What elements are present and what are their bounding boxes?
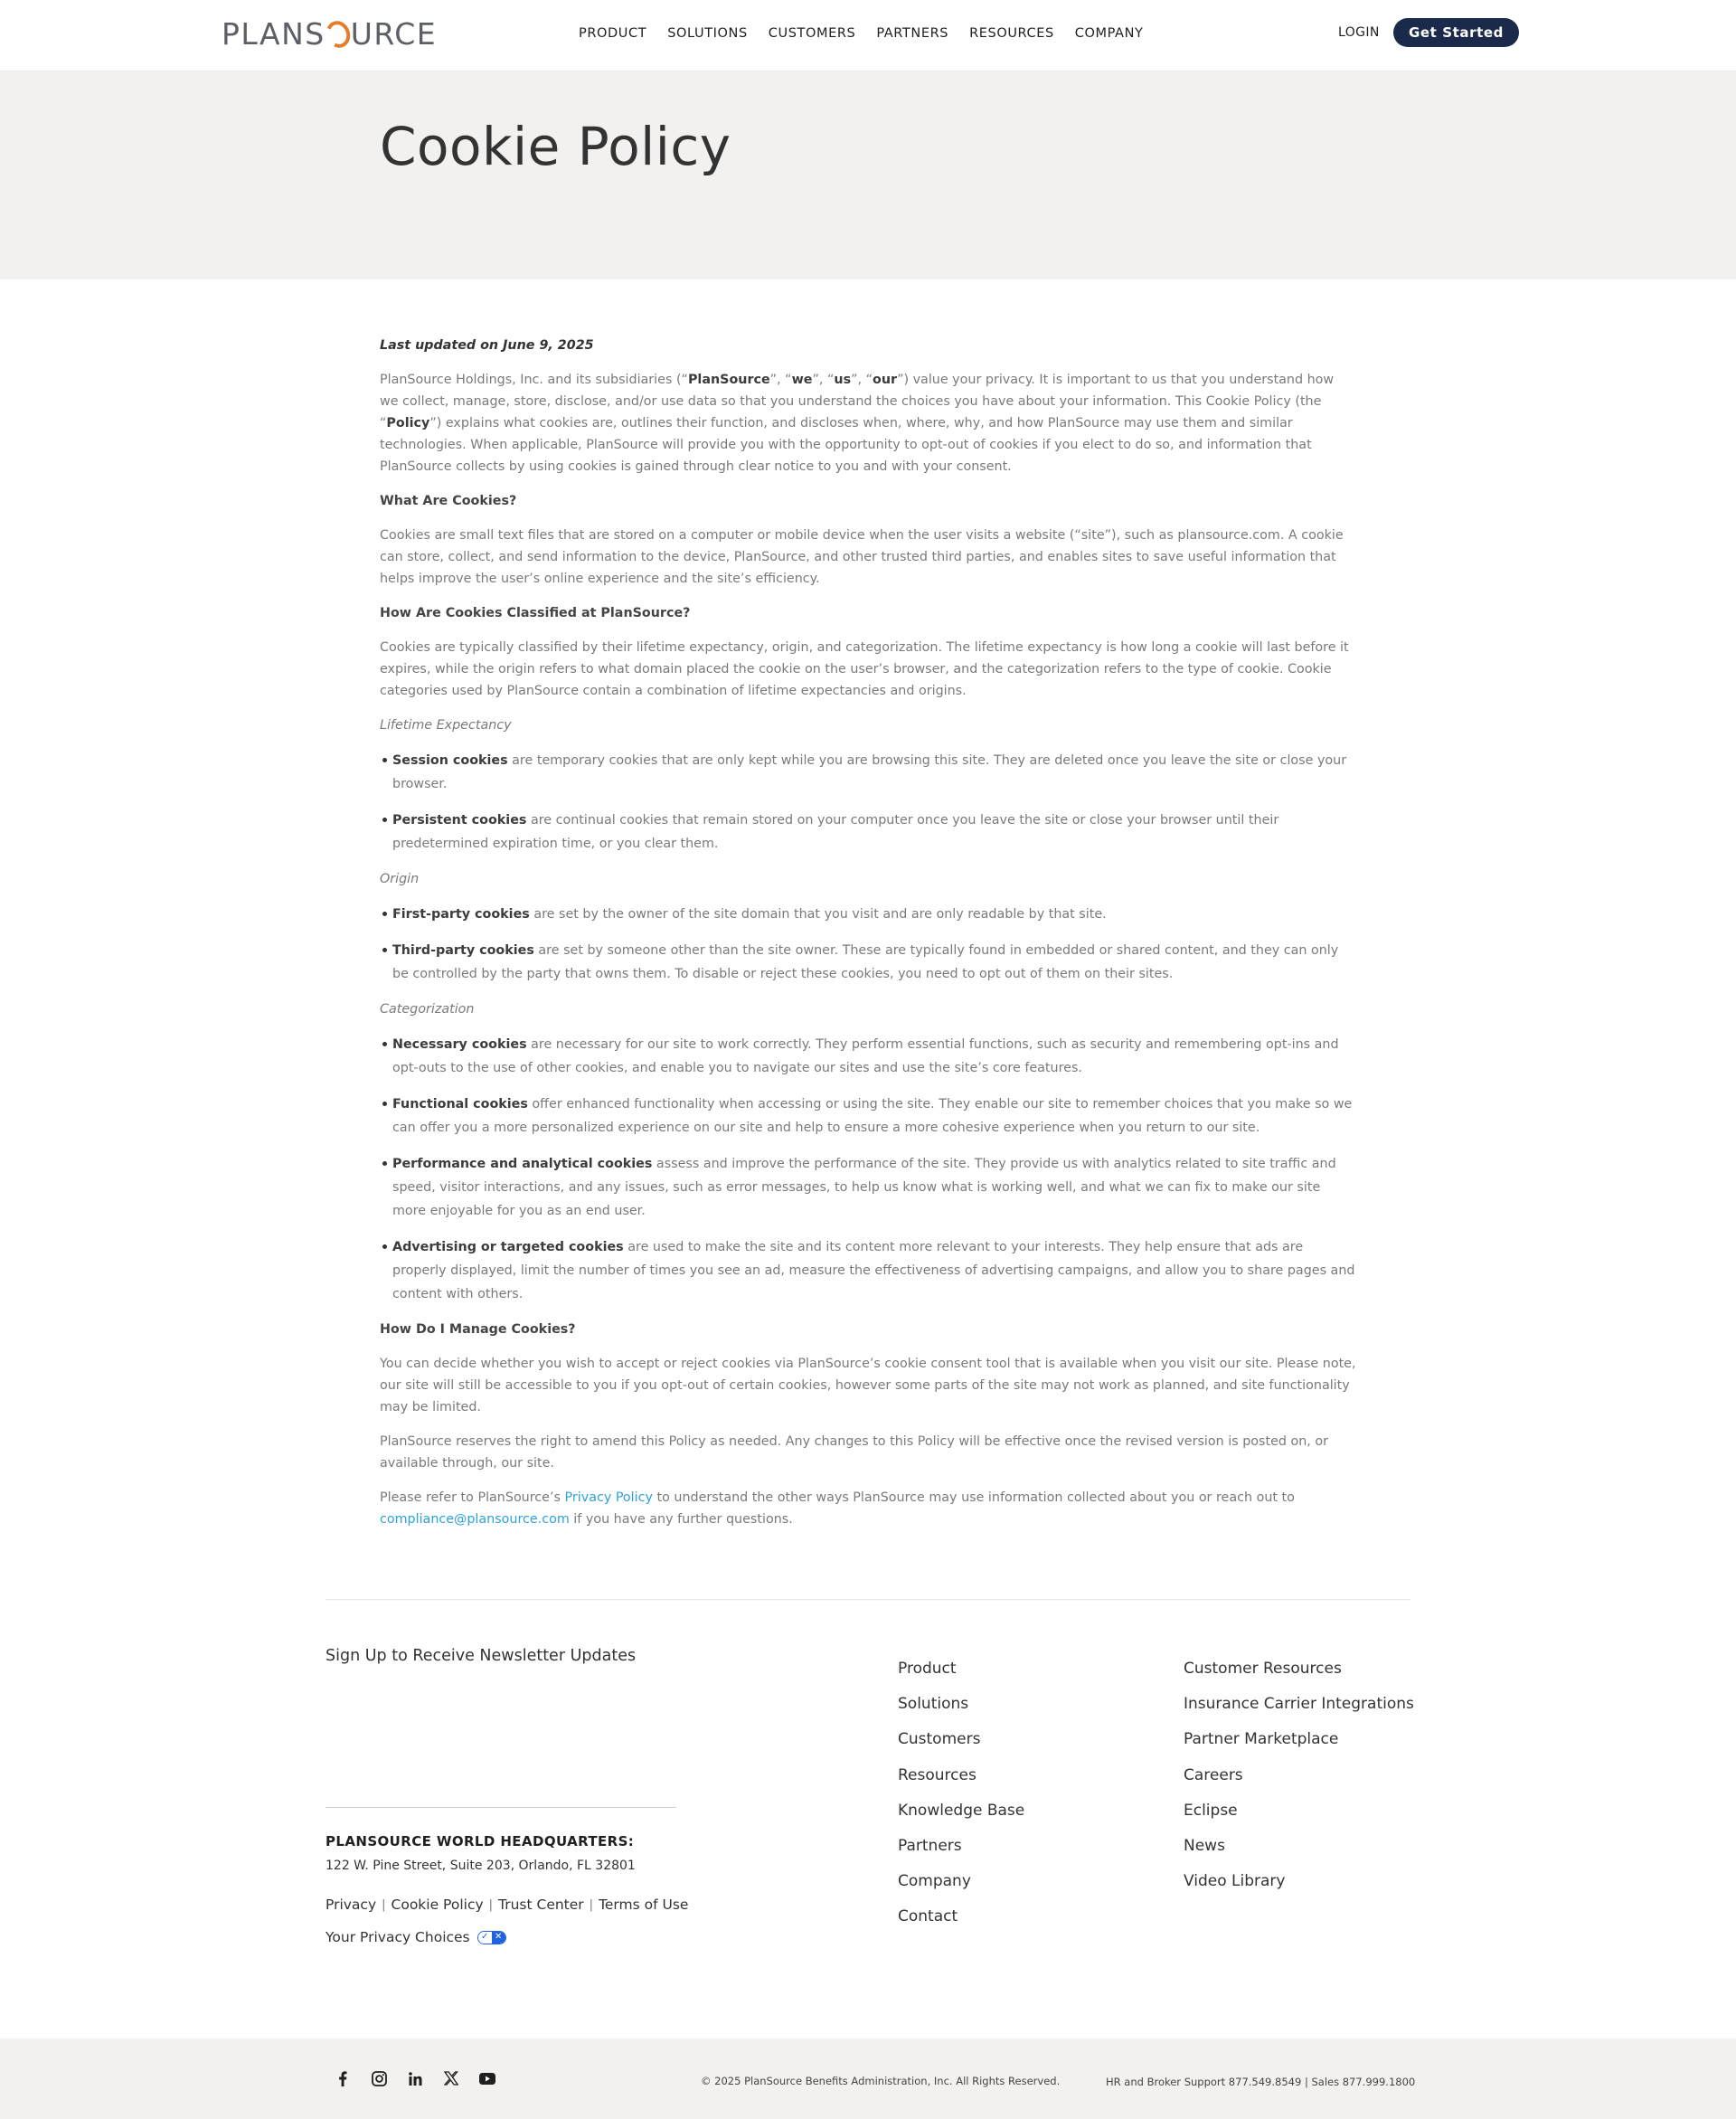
logo-text-right: URCE — [350, 16, 438, 52]
site-header — [0, 0, 1736, 71]
footer-divider — [326, 1599, 1410, 1600]
manage-paragraph: You can decide whether you wish to accept or reject cookies via PlanSource’s cookie consent tool that is available when you visit our site. Please note, our site will still be accessible to you if you opt-out of certain cookies, however some parts of the site may not work as planned, and site functionality may be limited. — [380, 1357, 1356, 1414]
copyright-text: © 2025 PlanSource Benefits Administration, Inc. All Rights Reserved. — [701, 2075, 1061, 2087]
list-item: Performance and analytical cookies assess and improve the performance of the site. They provide us with analytics related to site traffic and speed, visitor interactions, and any issues, such as error messages, to help us know what is working well, and what we can fix to make our site more enjoyable for you as an end user. — [392, 1152, 1356, 1223]
policy-content — [380, 335, 1356, 1543]
intro-paragraph: PlanSource Holdings, Inc. and its subsidiaries (“PlanSource”, “we”, “us”, “our”) value your privacy. It is important to us that you understand how we collect, manage, store, disclose, and/or use data so that you understand the choices you have about your information. This Cookie Policy (the “Policy”) explains what cookies are, outlines their function, and discloses when, where, why, and how PlanSource may use them and similar technologies. When applicable, PlanSource will provide you with the opportunity to opt-out of cookies if you elect to do so, and information that PlanSource collects by using cookies is gained through clear notice to you and with your consent. — [380, 373, 1335, 474]
logo-arc-icon — [322, 17, 354, 51]
subheading-origin: Origin — [380, 872, 420, 886]
footer-link-company[interactable]: Company — [898, 1872, 971, 1891]
privacy-link[interactable]: Privacy — [326, 1897, 377, 1913]
hq-title: PLANSOURCE WORLD HEADQUARTERS: — [326, 1833, 635, 1849]
footer-link-contact[interactable]: Contact — [898, 1907, 958, 1926]
list-item: Persistent cookies are continual cookies that remain stored on your computer once you leave the site or close your browser until their predetermined expiration time, or you clear them. — [392, 809, 1356, 856]
newsletter-divider — [326, 1807, 676, 1808]
hero-wave-shape — [0, 199, 1736, 298]
cookie-policy-link[interactable]: Cookie Policy — [391, 1897, 484, 1913]
footer-link-video-library[interactable]: Video Library — [1184, 1872, 1286, 1891]
nav-solutions[interactable]: SOLUTIONS — [667, 26, 748, 41]
terms-of-use-link[interactable]: Terms of Use — [599, 1897, 689, 1913]
legal-links: Privacy | Cookie Policy | Trust Center | Terms of Use — [326, 1897, 689, 1913]
last-updated: Last updated on June 9, 2025 — [380, 338, 594, 353]
list-item: Necessary cookies are necessary for our site to work correctly. They perform essential functions, such as security and remembering opt-ins and opt-outs to the use of other cookies, and enable you to navigate our sites and use the site’s core features. — [392, 1033, 1356, 1080]
footer-nav-column-2 — [1184, 1660, 1414, 1907]
privacy-policy-link[interactable]: Privacy Policy — [564, 1490, 653, 1505]
privacy-choices-link[interactable] — [326, 1929, 506, 1945]
login-link[interactable]: LOGIN — [1338, 25, 1380, 40]
nav-partners[interactable]: PARTNERS — [876, 26, 949, 41]
logo-text-left: PLANS — [222, 16, 326, 52]
categories-list — [392, 1033, 1356, 1306]
heading-classification: How Are Cookies Classified at PlanSource? — [380, 606, 691, 620]
amend-paragraph: PlanSource reserves the right to amend this Policy as needed. Any changes to this Policy will be effective once the revised version is posted on, or available through, our site. — [380, 1434, 1329, 1471]
nav-resources[interactable]: RESOURCES — [969, 26, 1054, 41]
footer-link-partners[interactable]: Partners — [898, 1836, 962, 1855]
origin-list — [392, 903, 1356, 986]
footer-link-eclipse[interactable]: Eclipse — [1184, 1801, 1238, 1820]
footer-nav-column-1 — [898, 1660, 1024, 1944]
facebook-icon[interactable] — [333, 2068, 353, 2088]
refer-paragraph: Please refer to PlanSource’s Privacy Policy to understand the other ways PlanSource may use information collected about you or reach out to compliance@plansource.com if you have any further questions. — [380, 1490, 1295, 1527]
footer-link-carrier-integrations[interactable]: Insurance Carrier Integrations — [1184, 1695, 1414, 1714]
page-title: Cookie Policy — [380, 116, 731, 177]
privacy-choices-label: Your Privacy Choices — [326, 1929, 470, 1945]
trust-center-link[interactable]: Trust Center — [498, 1897, 584, 1913]
list-item: Advertising or targeted cookies are used to make the site and its content more relevant to your interests. They help ensure that ads are properly displayed, limit the number of times you see an ad, measure the effectiveness of advertising campaigns, and allow you to share pages and content with others. — [392, 1235, 1356, 1306]
footer-link-partner-marketplace[interactable]: Partner Marketplace — [1184, 1730, 1339, 1749]
footer-link-news[interactable]: News — [1184, 1836, 1225, 1855]
instagram-icon[interactable] — [369, 2068, 389, 2088]
hq-address: 122 W. Pine Street, Suite 203, Orlando, FL 32801 — [326, 1859, 636, 1873]
footer-link-customer-resources[interactable]: Customer Resources — [1184, 1660, 1342, 1678]
privacy-toggle-icon: ✓ ✕ — [477, 1931, 506, 1944]
x-icon[interactable] — [441, 2068, 461, 2088]
what-paragraph: Cookies are small text files that are stored on a computer or mobile device when the user visits a website (“site”), such as plansource.com. A cookie can store, collect, and send information to the device, PlanSource, and other trusted third parties, and enables sites to save useful information that helps improve the user’s online experience and the site’s efficiency. — [380, 528, 1344, 586]
footer-link-product[interactable]: Product — [898, 1660, 957, 1678]
list-item: Session cookies are temporary cookies that are only kept while you are browsing this site. They are deleted once you leave the site or close your browser. — [392, 749, 1356, 796]
subheading-categorization: Categorization — [380, 1002, 475, 1017]
subheading-lifetime: Lifetime Expectancy — [380, 718, 512, 733]
social-links — [333, 2068, 497, 2088]
nav-customers[interactable]: CUSTOMERS — [768, 26, 856, 41]
linkedin-icon[interactable] — [405, 2068, 425, 2088]
list-item: First-party cookies are set by the owner of the site domain that you visit and are only readable by that site. — [392, 903, 1356, 926]
nav-company[interactable]: COMPANY — [1074, 26, 1144, 41]
plansource-logo[interactable] — [222, 16, 437, 52]
heading-manage-cookies: How Do I Manage Cookies? — [380, 1322, 576, 1337]
footer-link-careers[interactable]: Careers — [1184, 1765, 1243, 1784]
nav-product[interactable]: PRODUCT — [579, 26, 647, 41]
newsletter-title: Sign Up to Receive Newsletter Updates — [326, 1647, 637, 1665]
footer-link-solutions[interactable]: Solutions — [898, 1695, 969, 1714]
get-started-button[interactable]: Get Started — [1393, 18, 1519, 47]
footer-link-knowledge-base[interactable]: Knowledge Base — [898, 1801, 1025, 1820]
footer-link-customers[interactable]: Customers — [898, 1730, 981, 1749]
lifetime-list — [392, 749, 1356, 856]
support-phone-text: HR and Broker Support 877.549.8549 | Sales 877.999.1800 — [1106, 2076, 1416, 2088]
classification-paragraph: Cookies are typically classified by their lifetime expectancy, origin, and categorization. The lifetime expectancy is how long a cookie will last before it expires, while the origin refers to what domain placed the cookie on the user’s browser, and the categorization refers to the type of cookie. Cookie categories used by PlanSource contain a combination of lifetime expectancies and origins. — [380, 640, 1349, 698]
list-item: Third-party cookies are set by someone other than the site owner. These are typically found in embedded or shared content, and they can only be controlled by the party that owns them. To disable or reject these cookies, you need to opt out of them on their sites. — [392, 939, 1356, 986]
main-nav — [579, 26, 1164, 41]
heading-what-are-cookies: What Are Cookies? — [380, 494, 517, 508]
list-item: Functional cookies offer enhanced functionality when accessing or using the site. They enable our site to remember choices that you make so we can offer you a more personalized experience on our site and help to ensure a more cohesive experience when you return to our site. — [392, 1093, 1356, 1140]
youtube-icon[interactable] — [477, 2068, 497, 2088]
footer-link-resources[interactable]: Resources — [898, 1765, 976, 1784]
compliance-email-link[interactable]: compliance@plansource.com — [380, 1512, 570, 1527]
